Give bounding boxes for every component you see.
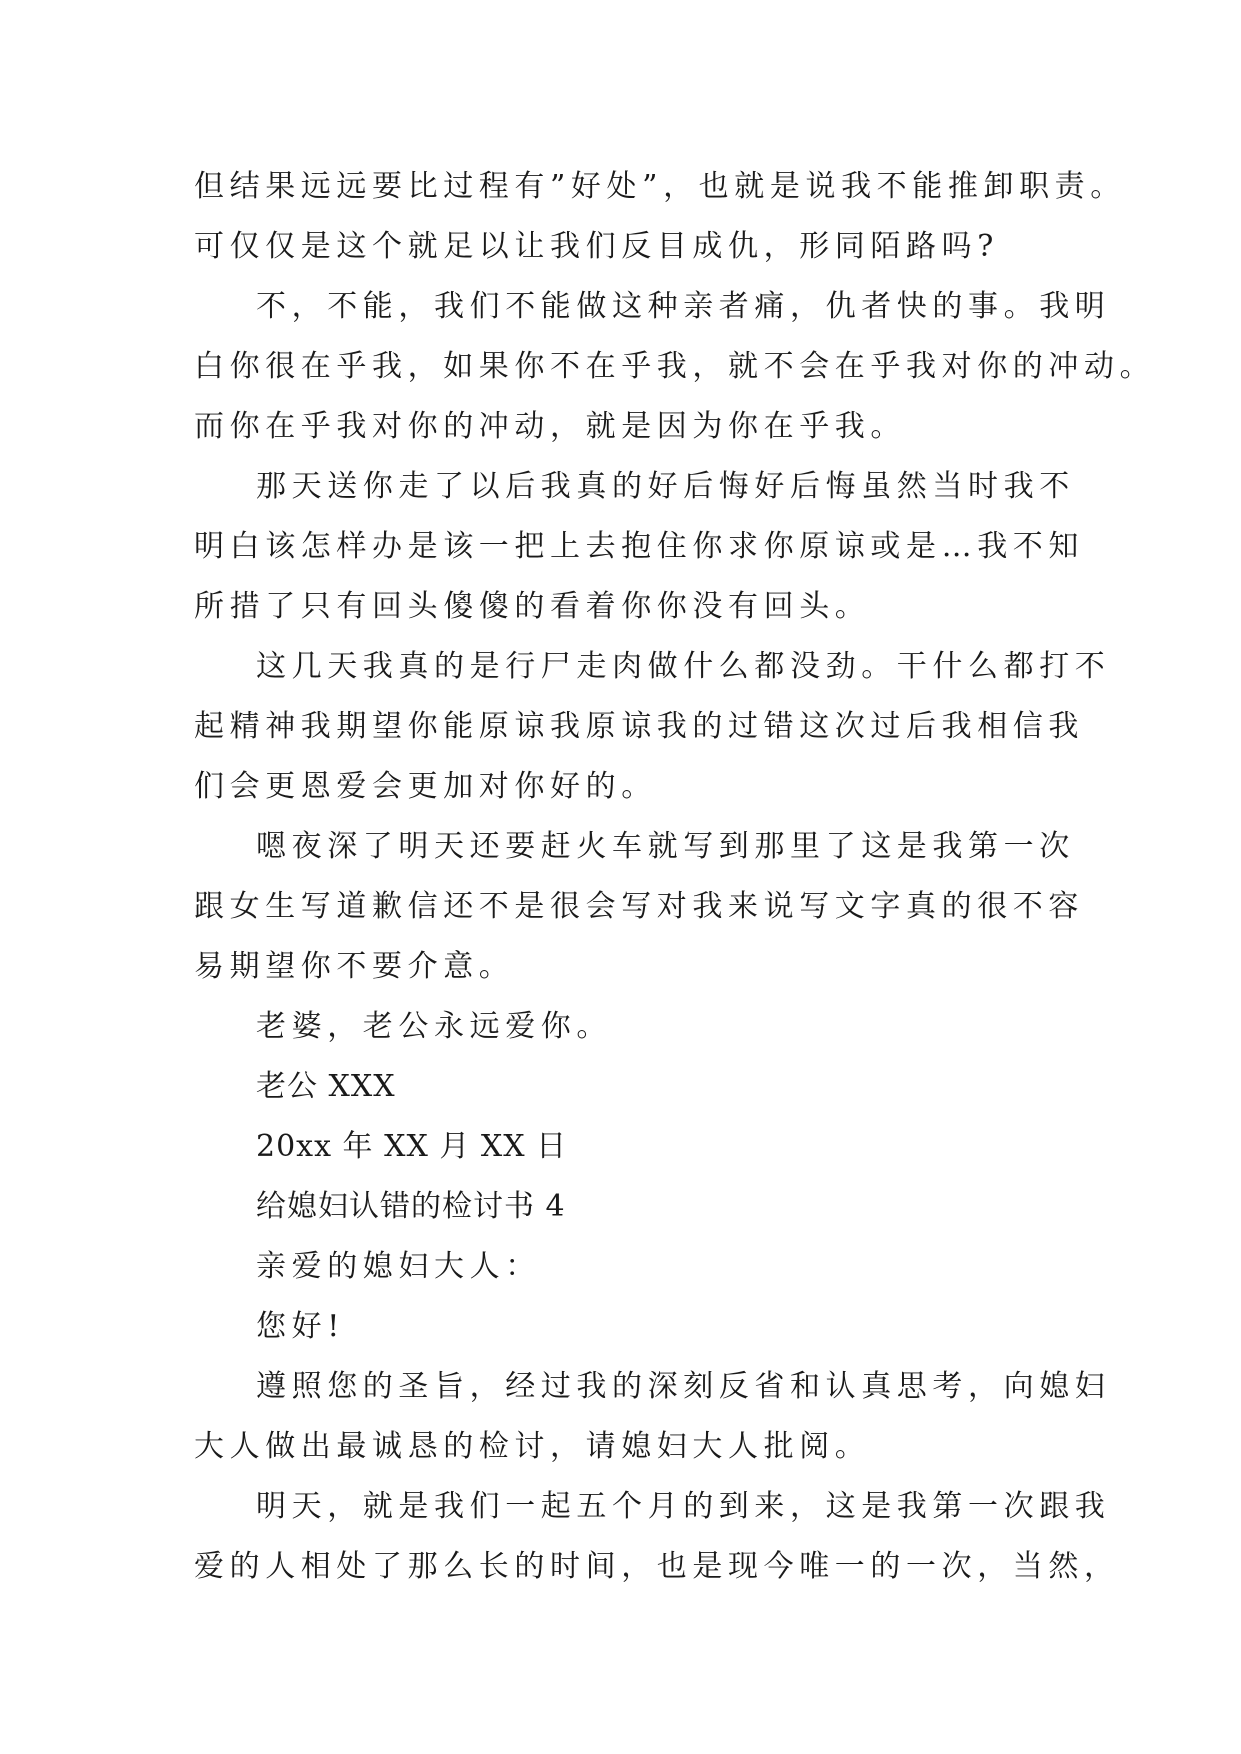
- salutation-line: 亲爱的媳妇大人：: [256, 1249, 541, 1284]
- paragraph-first-line: 遵照您的圣旨，经过我的深刻反省和认真思考，向媳妇: [256, 1369, 1111, 1404]
- text-line: 可仅仅是这个就足以让我们反目成仇，形同陌路吗?: [194, 229, 999, 264]
- text-line: 易期望你不要介意。: [194, 949, 515, 984]
- section-title: 给媳妇认错的检讨书 4: [256, 1189, 566, 1224]
- paragraph-first-line: 嗯夜深了明天还要赶火车就写到那里了这是我第一次: [256, 829, 1075, 864]
- paragraph-first-line: 明天，就是我们一起五个月的到来，这是我第一次跟我: [256, 1489, 1111, 1524]
- text-line: 而你在乎我对你的冲动，就是因为你在乎我。: [194, 409, 906, 444]
- paragraph-first-line: 这几天我真的是行尸走肉做什么都没劲。干什么都打不: [256, 649, 1111, 684]
- date-line: 20xx 年 XX 月 XX 日: [256, 1129, 568, 1164]
- document-body: [194, 157, 1156, 1597]
- paragraph-first-line: 那天送你走了以后我真的好后悔好后悔虽然当时我不: [256, 469, 1075, 504]
- text-line: 们会更恩爱会更加对你好的。: [194, 769, 657, 804]
- text-line: 但结果远远要比过程有”好处”，也就是说我不能推卸职责。: [194, 169, 1126, 204]
- paragraph-first-line: 不，不能，我们不能做这种亲者痛，仇者快的事。我明: [256, 289, 1111, 324]
- text-line: 大人做出最诚恳的检讨，请媳妇大人批阅。: [194, 1429, 871, 1464]
- text-line: 白你很在乎我，如果你不在乎我，就不会在乎我对你的冲动。: [194, 349, 1156, 384]
- signature-line: 老公 XXX: [256, 1069, 396, 1104]
- text-line: 明白该怎样办是该一把上去抱住你求你原谅或是…我不知: [194, 529, 1084, 564]
- text-line: 所措了只有回头傻傻的看着你你没有回头。: [194, 589, 871, 624]
- text-line: 爱的人相处了那么长的时间，也是现今唯一的一次，当然，: [194, 1549, 1120, 1584]
- text-line: 起精神我期望你能原谅我原谅我的过错这次过后我相信我: [194, 709, 1084, 744]
- greeting-line: 您好!: [256, 1309, 345, 1344]
- closing-line: 老婆，老公永远爱你。: [256, 1009, 612, 1044]
- text-line: 跟女生写道歉信还不是很会写对我来说写文字真的很不容: [194, 889, 1084, 924]
